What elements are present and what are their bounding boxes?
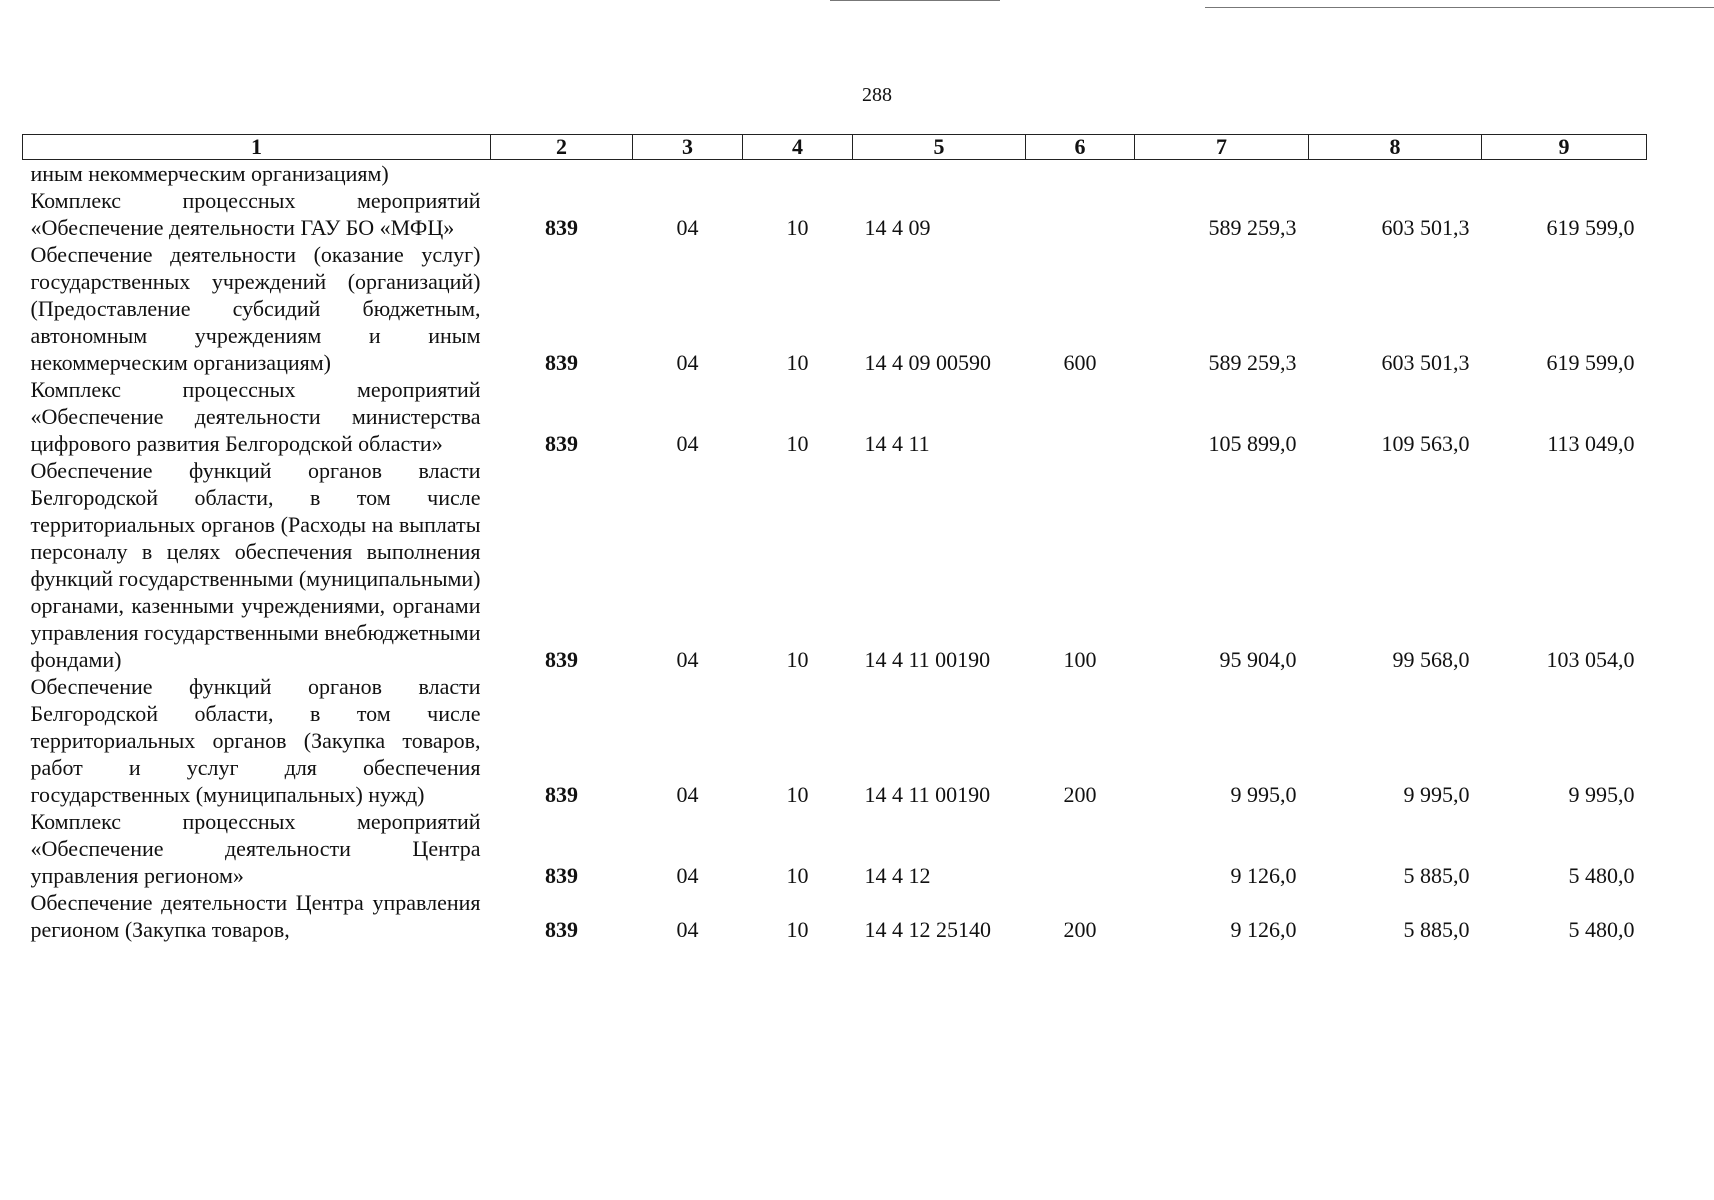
target-article: 14 4 11 [864, 431, 930, 456]
row-name: Обеспечение деятельности Центра управления регионом (Закупка товаров, [30, 890, 481, 942]
table-row [23, 241, 1647, 376]
budget-table [22, 134, 1647, 943]
section-code: 04 [676, 647, 699, 672]
amount-year-3: 619 599,0 [1546, 215, 1635, 240]
row-name: Комплекс процессных мероприятий «Обеспечение деятельности Центра управления регионом» [30, 809, 481, 888]
table-row [23, 808, 1647, 889]
target-article [853, 160, 1026, 188]
section-code: 04 [676, 350, 699, 375]
ministry-code: 839 [545, 215, 578, 240]
section-code [633, 160, 743, 188]
amount-year-1 [1135, 160, 1309, 188]
table-header-row [23, 135, 1647, 160]
column-header: 7 [1135, 135, 1309, 160]
expense-type [1026, 808, 1135, 889]
ministry-code: 839 [545, 863, 578, 888]
ministry-code [491, 160, 633, 188]
column-header: 1 [23, 135, 491, 160]
table-row [23, 457, 1647, 673]
amount-year-1: 589 259,3 [1208, 350, 1297, 375]
amount-year-2: 109 563,0 [1381, 431, 1470, 456]
ministry-code: 839 [545, 350, 578, 375]
subsection-code: 10 [786, 350, 809, 375]
amount-year-2: 603 501,3 [1381, 215, 1470, 240]
target-article: 14 4 12 25140 [864, 917, 991, 942]
amount-year-1: 95 904,0 [1219, 647, 1297, 672]
column-header: 3 [633, 135, 743, 160]
amount-year-2 [1309, 160, 1482, 188]
amount-year-2: 5 885,0 [1403, 863, 1470, 888]
ministry-code: 839 [545, 647, 578, 672]
table-row [23, 376, 1647, 457]
row-name: иным некоммерческим организациям) [30, 161, 389, 186]
subsection-code: 10 [786, 647, 809, 672]
row-name: Обеспечение функций органов власти Белгородской области, в том числе территориальных органов (Закупка товаров, работ и услуг для обеспечения государственных (муниципальных) нужд) [30, 674, 481, 807]
expense-type: 200 [1063, 782, 1097, 807]
amount-year-3: 619 599,0 [1546, 350, 1635, 375]
expense-type: 600 [1063, 350, 1097, 375]
target-article: 14 4 09 00590 [864, 350, 991, 375]
amount-year-3: 113 049,0 [1547, 431, 1635, 456]
target-article: 14 4 09 [864, 215, 931, 240]
amount-year-1: 589 259,3 [1208, 215, 1297, 240]
subsection-code: 10 [786, 782, 809, 807]
row-name: Обеспечение функций органов власти Белгородской области, в том числе территориальных органов (Расходы на выплаты персоналу в целях обеспечения выполнения функций государственными (муниципальными) органами, казенными учреждениями, органами управления государственными внебюджетными фондами) [30, 458, 481, 672]
row-name: Комплекс процессных мероприятий «Обеспечение деятельности министерства цифрового развития Белгородской области» [30, 377, 481, 456]
section-code: 04 [676, 782, 699, 807]
column-header: 8 [1309, 135, 1482, 160]
expense-type [1026, 187, 1135, 241]
subsection-code: 10 [786, 215, 809, 240]
amount-year-2: 9 995,0 [1403, 782, 1470, 807]
ministry-code: 839 [545, 782, 578, 807]
column-header: 4 [743, 135, 853, 160]
subsection-code: 10 [786, 917, 809, 942]
target-article: 14 4 11 00190 [864, 782, 991, 807]
amount-year-1: 9 126,0 [1230, 863, 1297, 888]
row-name: Комплекс процессных мероприятий «Обеспечение деятельности ГАУ БО «МФЦ» [30, 188, 481, 240]
section-code: 04 [676, 215, 699, 240]
section-code: 04 [676, 863, 699, 888]
table-row [23, 889, 1647, 943]
amount-year-2: 99 568,0 [1392, 647, 1470, 672]
amount-year-3 [1482, 160, 1647, 188]
amount-year-2: 5 885,0 [1403, 917, 1470, 942]
amount-year-3: 9 995,0 [1568, 782, 1635, 807]
column-header: 2 [491, 135, 633, 160]
row-name: Обеспечение деятельности (оказание услуг) государственных учреждений (организаций) (Предоставление субсидий бюджетным, автономным учреждениям и иным некоммерческим организациям) [30, 242, 481, 375]
target-article: 14 4 12 [864, 863, 931, 888]
ministry-code: 839 [545, 917, 578, 942]
table-row [23, 187, 1647, 241]
expense-type [1026, 376, 1135, 457]
table-row [23, 673, 1647, 808]
column-header: 6 [1026, 135, 1135, 160]
column-header: 9 [1482, 135, 1647, 160]
expense-type [1026, 160, 1135, 188]
page-number: 288 [862, 84, 892, 106]
amount-year-3: 5 480,0 [1568, 917, 1635, 942]
subsection-code [743, 160, 853, 188]
amount-year-3: 103 054,0 [1546, 647, 1635, 672]
amount-year-1: 9 995,0 [1230, 782, 1297, 807]
column-header: 5 [853, 135, 1026, 160]
ministry-code: 839 [545, 431, 578, 456]
scan-artifact-line [1205, 7, 1714, 8]
amount-year-1: 9 126,0 [1230, 917, 1297, 942]
section-code: 04 [676, 917, 699, 942]
table-row [23, 160, 1647, 188]
target-article: 14 4 11 00190 [864, 647, 991, 672]
expense-type: 100 [1063, 647, 1097, 672]
subsection-code: 10 [786, 863, 809, 888]
expense-type: 200 [1063, 917, 1097, 942]
amount-year-3: 5 480,0 [1568, 863, 1635, 888]
subsection-code: 10 [786, 431, 809, 456]
amount-year-2: 603 501,3 [1381, 350, 1470, 375]
amount-year-1: 105 899,0 [1208, 431, 1297, 456]
scan-artifact-line [830, 0, 1000, 1]
section-code: 04 [676, 431, 699, 456]
